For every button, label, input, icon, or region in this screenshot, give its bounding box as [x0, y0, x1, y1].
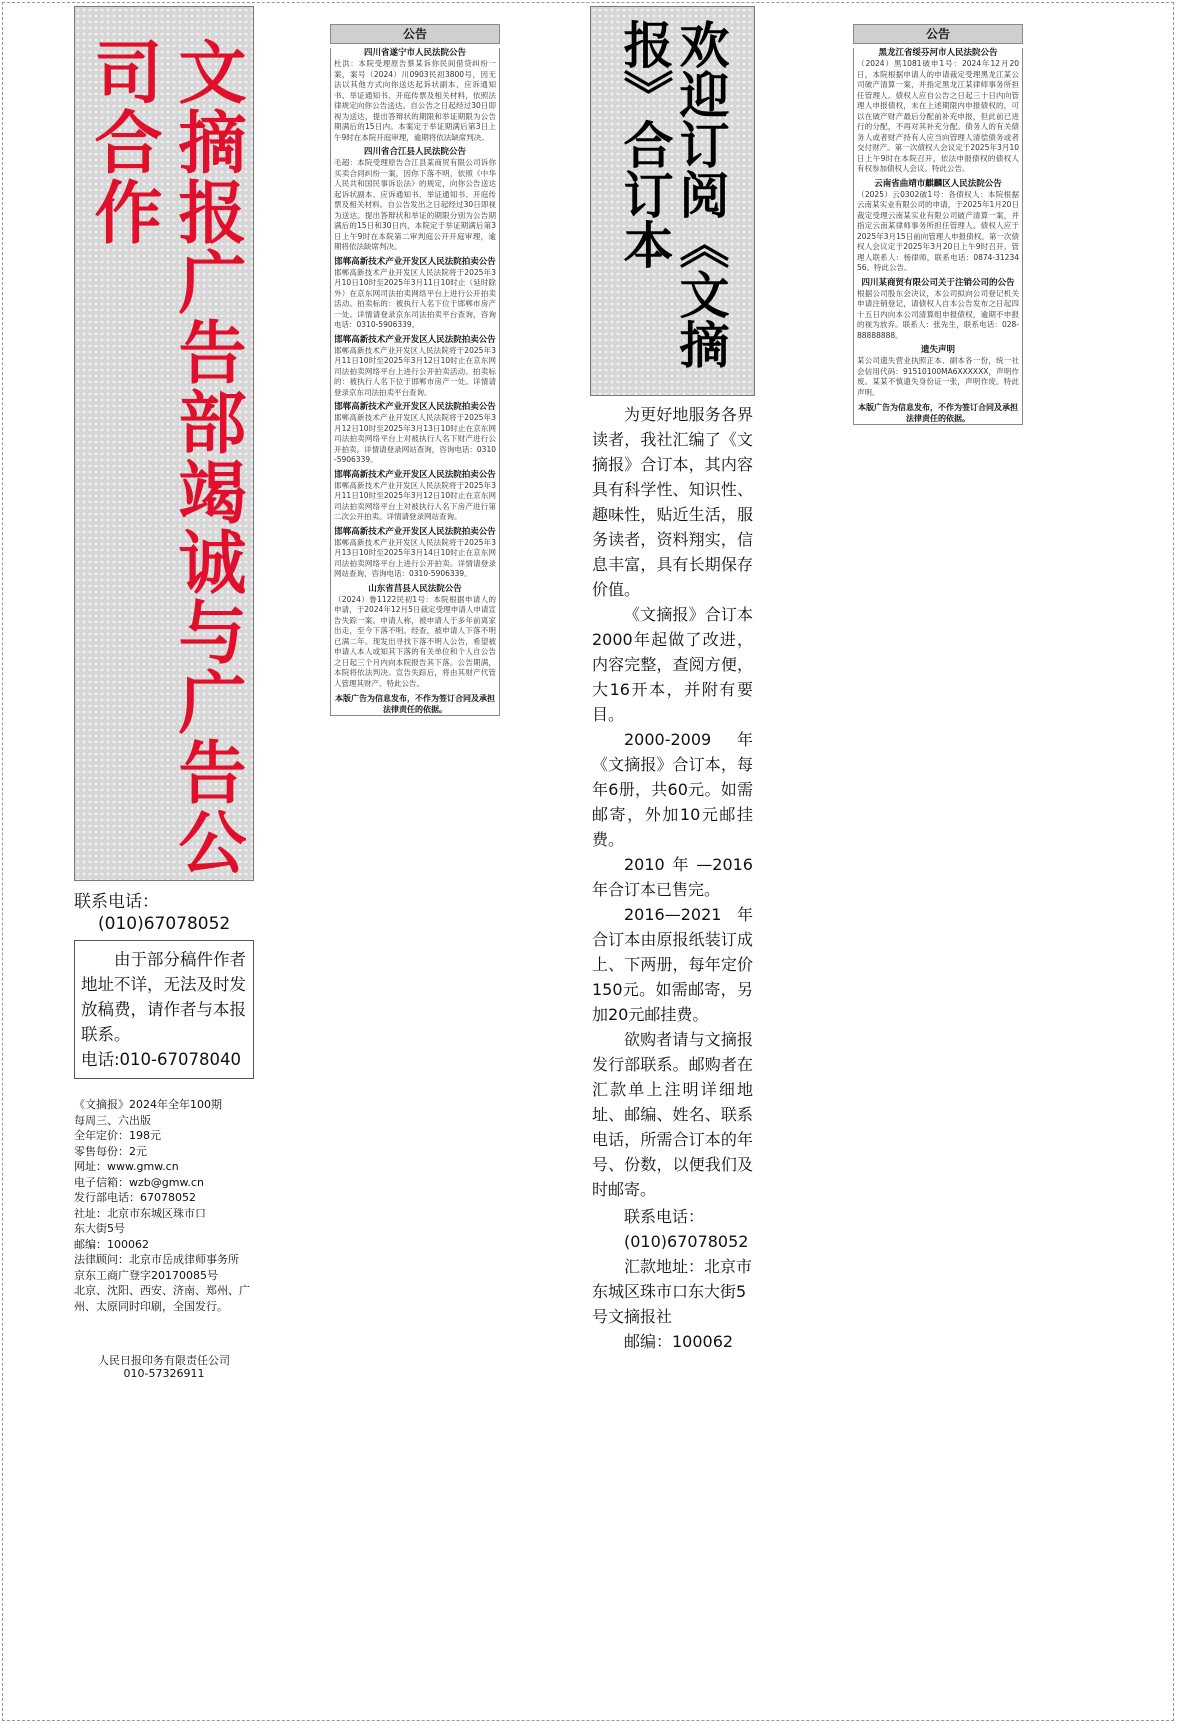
masthead-info-line: 电子信箱：wzb@gmw.cn: [74, 1175, 204, 1189]
announcement-title: 四川某商贸有限公司关于注销公司的公告: [861, 277, 1015, 288]
author-notice-text: 由于部分稿件作者地址不详，无法及时发放稿费，请作者与本报联系。: [81, 950, 246, 1044]
announcement-title: 四川省合江县人民法院公告: [363, 147, 466, 157]
announcement-body: [330, 48, 500, 716]
announcement-item: [334, 470, 496, 523]
announcement-title: 邯郸高新技术产业开发区人民法院拍卖公告: [334, 256, 496, 267]
announcement-item: [334, 48, 496, 143]
subscription-paragraph: 《文摘报》合订本2000年起做了改进，内容完整，查阅方便，大16开本，并附有要目。: [592, 605, 753, 724]
announcement-text: 邯郸高新技术产业开发区人民法院将于2025年3月12日10时至2025年3月13日10时止在京东网司法拍卖网络平台上对被执行人名下财产进行公开拍卖。详情请登录网站查询，咨询电话：0310-5906339。: [334, 413, 496, 464]
printer-phone: 010-57326911: [123, 1367, 205, 1380]
contact-label: 联系电话：: [74, 892, 159, 912]
subscription-banner: [590, 6, 755, 396]
announcement-text: （2024）黑1081破申1号：2024年12月20日，本院根据申请人的申请裁定受理黑龙江某公司破产清算一案，并指定黑龙江某律师事务所担任管理人。债权人应自公告之日起三十日内向管理人申报债权，未在上述期限内申报债权的，可以在破产财产最后分配前补充申报，但此前已进行的分配，不再对其补充分配。债务人的有关债务人或者财产持有人应当向管理人清偿债务或者交付财产。第一次债权人会议定于2025年3月10日上午9时在本院召开，依法申报债权的债权人有权参加债权人会议。特此公告。: [857, 59, 1019, 173]
ad-banner-title: 文摘报广告部竭诚与广告公司合作: [83, 37, 246, 877]
masthead-info-line: 东大街5号: [74, 1222, 125, 1235]
announcement-item: [334, 527, 496, 580]
announcement-title: 邯郸高新技术产业开发区人民法院拍卖公告: [334, 526, 496, 537]
announcement-title: 邯郸高新技术产业开发区人民法院拍卖公告: [334, 402, 496, 412]
announcement-title: 邯郸高新技术产业开发区人民法院拍卖公告: [334, 334, 496, 345]
announcement-item: [334, 147, 496, 253]
announcement-text: 邯郸高新技术产业开发区人民法院将于2025年3月11日10时至2025年3月12日10时止在京东网司法拍卖网络平台上进行公开拍卖活动。拍卖标的：被执行人名下位于邯郸市房产一处。详情请登录京东司法拍卖平台查询。: [334, 345, 496, 397]
announcement-item: [857, 278, 1019, 342]
masthead-info-line: 发行部电话：67078052: [74, 1191, 196, 1204]
announcement-header: 公告: [330, 24, 500, 44]
announcement-disclaimer: 本版广告为信息发布，不作为签订合同及承担法律责任的依据。: [335, 694, 495, 714]
announcement-item: [334, 402, 496, 466]
announcement-text: 邯郸高新技术产业开发区人民法院将于2025年3月11日10时至2025年3月12日10时止在京东网司法拍卖网络平台上对被执行人名下房产进行第二次公开拍卖。详情请登录网站查询。: [334, 480, 496, 521]
column-ad-department: [74, 6, 254, 1380]
announcement-title: 四川省遂宁市人民法院公告: [363, 48, 466, 58]
masthead-info-line: 京东工商广登字20170085号: [74, 1268, 218, 1282]
contact-phone: (010)67078052: [98, 914, 231, 934]
subscription-contact-phone: (010)67078052: [624, 1232, 749, 1251]
author-notice: [74, 940, 254, 1079]
subscription-banner-title: 欢迎订阅《文摘报》合订本: [615, 19, 730, 369]
printer-info: [74, 1354, 254, 1380]
subscription-paragraph: 2010年—2016年合订本已售完。: [592, 855, 753, 899]
column-subscription: [590, 6, 755, 1354]
column-announcements-right: [853, 24, 1023, 425]
masthead-info-line: 社址：北京市东城区珠市口: [74, 1206, 206, 1220]
announcement-text: 某公司遗失营业执照正本、副本各一份，统一社会信用代码：91510100MA6XXXXXX，声明作废。某某不慎遗失身份证一张，声明作废。特此声明。: [857, 356, 1019, 397]
announcement-item: [334, 335, 496, 399]
subscription-address: 汇款地址：北京市东城区珠市口东大街5号文摘报社: [592, 1257, 753, 1326]
column-announcements-left: [330, 24, 500, 716]
announcement-text: 邯郸高新技术产业开发区人民法院将于2025年3月10日10时至2025年3月11日10时止（延时除外）在京东网司法拍卖网络平台上进行公开拍卖活动。拍卖标的：被执行人名下位于邯郸市房产一处。详情请登录京东司法拍卖平台查询，咨询电话：0310-5906339。: [334, 267, 496, 329]
announcement-text: 毛超：本院受理原告合江县某商贸有限公司诉你买卖合同纠纷一案，因你下落不明，依照《中华人民共和国民事诉讼法》的规定，向你公告送达起诉状副本、应诉通知书、举证通知书、开庭传票及相关材料。自公告发出之日起经过30日即视为送达。提出答辩状和举证的期限分别为公告期满后的15日和30日内，本院定于举证期满后第3日上午9时在本院第二审判庭公开开庭审理，逾期将依法缺席判决。: [334, 158, 496, 251]
masthead-info-line: 每周三、六出版: [74, 1113, 151, 1127]
announcement-item: [857, 179, 1019, 274]
announcement-disclaimer: 本版广告为信息发布，不作为签订合同及承担法律责任的依据。: [858, 403, 1018, 423]
subscription-postcode: 邮编：100062: [624, 1332, 734, 1351]
announcement-item: [334, 584, 496, 690]
masthead-info-line: 法律顾问：北京市岳成律师事务所: [74, 1253, 239, 1266]
masthead-info-line: 北京、沈阳、西安、济南、郑州、广州、太原同时印刷，全国发行。: [74, 1284, 250, 1313]
announcement-title: 山东省莒县人民法院公告: [368, 583, 462, 594]
announcement-item: [334, 257, 496, 331]
printer-name: 人民日报印务有限责任公司: [98, 1354, 230, 1367]
announcement-text: 根据公司股东会决议，本公司拟向公司登记机关申请注销登记，请债权人自本公告发布之日起四十五日内向本公司清算组申报债权，逾期不申报的视为放弃。联系人：张先生，联系电话：028-88888888。: [857, 288, 1019, 340]
subscription-paragraph: 2016—2021年合订本由原报纸装订成上、下两册，每年定价150元。如需邮寄，另加20元邮挂费。: [592, 905, 753, 1024]
subscription-paragraph: 为更好地服务各界读者，我社汇编了《文摘报》合订本，其内容具有科学性、知识性、趣味性，贴近生活，服务读者，资料翔实，信息丰富，具有长期保存价值。: [592, 405, 753, 599]
subscription-text: [590, 402, 755, 1202]
masthead-info-line: 网址：www.gmw.cn: [74, 1160, 179, 1173]
announcement-title: 云南省曲靖市麒麟区人民法院公告: [874, 178, 1002, 189]
masthead-info-line: 零售每份：2元: [74, 1144, 147, 1158]
announcement-text: 邯郸高新技术产业开发区人民法院将于2025年3月13日10时至2025年3月14日10时止在京东网司法拍卖网络平台上进行公开拍卖。详情请登录网站查询，咨询电话：0310-5906339。: [334, 537, 496, 578]
announcement-text: （2025）云0302破1号：各债权人：本院根据云南某实业有限公司的申请，于2025年1月20日裁定受理云南某实业有限公司破产清算一案，并指定云南某律师事务所担任管理人。债权人应于2025年3月15日前向管理人申报债权。第一次债权人会议定于2025年3月20日上午9时召开。管理人联系人：杨律师，联系电话：0874-3123456。特此公告。: [857, 189, 1019, 272]
masthead-info-line: 《文摘报》2024年全年100期: [74, 1098, 222, 1111]
author-notice-phone: 电话:010-67078040: [81, 1050, 241, 1069]
announcement-title: 遗失声明: [920, 345, 955, 355]
ad-banner: [74, 6, 254, 881]
masthead-info: [74, 1097, 254, 1314]
subscription-paragraph: 2000-2009年《文摘报》合订本，每年6册，共60元。如需邮寄，外加10元邮挂费。: [592, 730, 753, 849]
announcement-text: （2024）鲁1122民初1号：本院根据申请人的申请，于2024年12月5日裁定受理申请人申请宣告失踪一案。申请人称，被申请人于多年前离家出走，至今下落不明。经查，被申请人下落不明已满二年。现发出寻找下落不明人公告，希望被申请人本人或知其下落的有关单位和个人自公告之日起三个月内向本院报告其下落。公告期满，本院将依法判决。宣告失踪后，将由其财产代管人管理其财产。特此公告。: [334, 594, 496, 688]
announcement-body: [853, 48, 1023, 425]
masthead-info-line: 全年定价：198元: [74, 1129, 161, 1142]
masthead-info-line: 邮编：100062: [74, 1237, 149, 1251]
announcement-title: 邯郸高新技术产业开发区人民法院拍卖公告: [334, 469, 496, 480]
announcement-item: [857, 345, 1019, 398]
announcement-title: 黑龙江省绥芬河市人民法院公告: [878, 48, 998, 58]
subscription-contact-label: 联系电话：: [624, 1207, 705, 1226]
announcement-header: 公告: [853, 24, 1023, 44]
announcement-text: 杜洪：本院受理原告蔡某诉你民间借贷纠纷一案，案号（2024）川0903民初3800号，因无法以其他方式向你送达起诉状副本、应诉通知书、举证通知书、开庭传票及相关材料，依照法律规定向你公告送达。自公告之日起经过30日即视为送达，提出答辩状的期限和举证期限为公告期满后的15日内。本案定于举证期满后第3日上午9时在本院开庭审理，逾期将依法缺席判决。: [334, 59, 496, 142]
announcement-item: [857, 48, 1019, 175]
subscription-paragraph: 欲购者请与文摘报发行部联系。邮购者在汇款单上注明详细地址、邮编、姓名、联系电话，所需合订本的年号、份数，以便我们及时邮寄。: [592, 1030, 753, 1199]
subscription-contact: [590, 1204, 755, 1354]
